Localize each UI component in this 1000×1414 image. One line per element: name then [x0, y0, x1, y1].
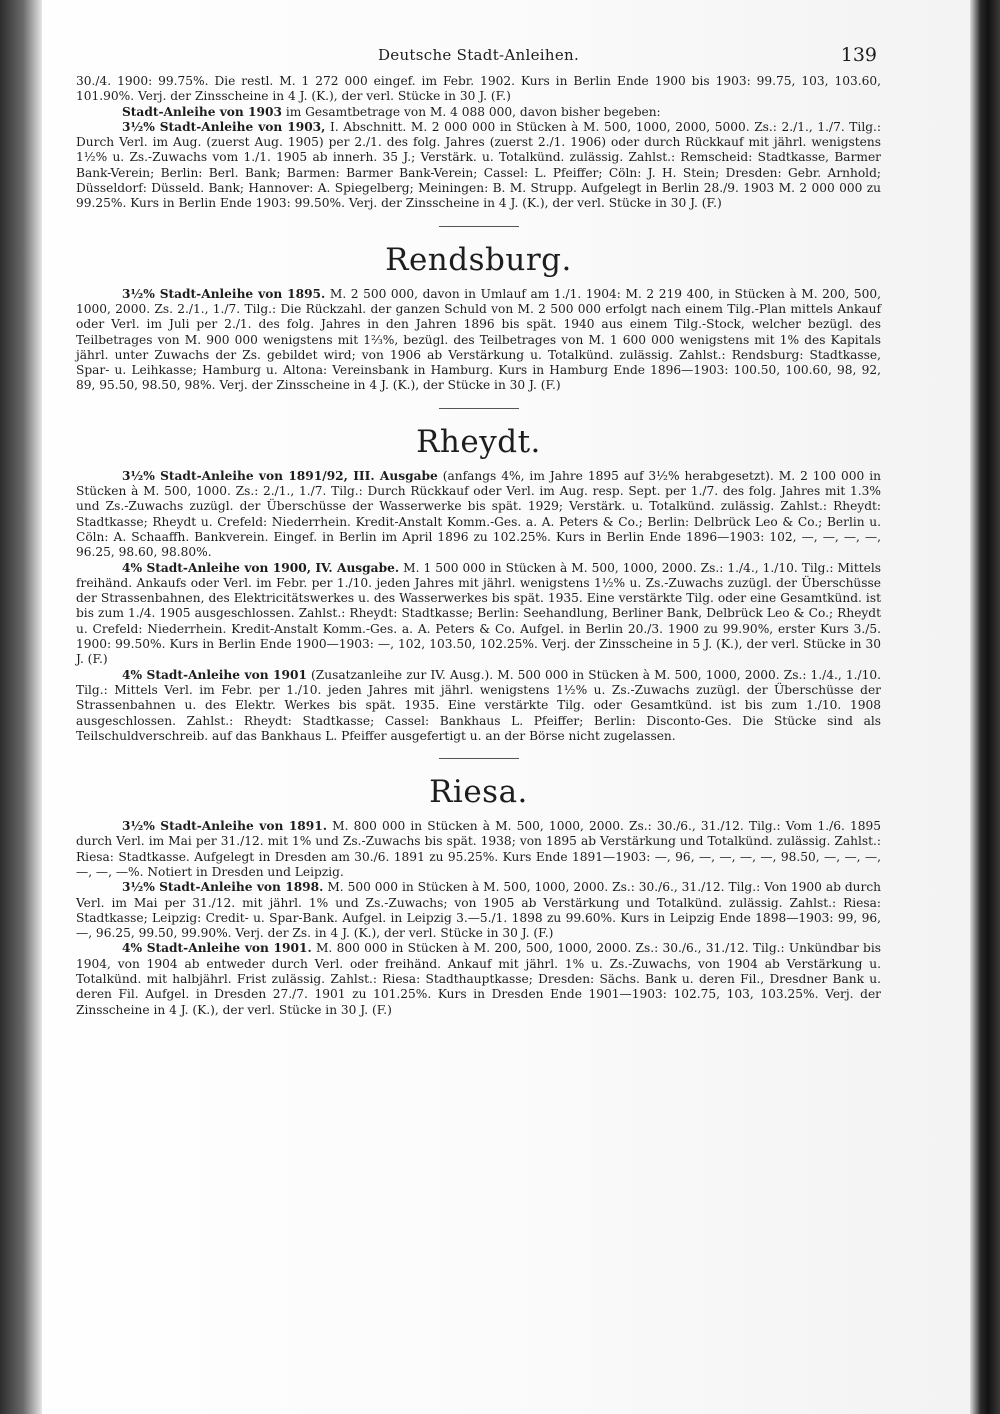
- section-divider: [439, 408, 519, 409]
- entry-title: 4% Stadt-Anleihe von 1901.: [122, 941, 312, 956]
- page-edge-shadow: [970, 0, 1000, 1414]
- entry-title: 4% Stadt-Anleihe von 1900, IV. Ausgabe.: [122, 560, 400, 575]
- entry-text: M. 1 500 000 in Stücken à M. 500, 1000, 2000. Zs.: 1./4., 1./10. Tilg.: Mittels freihänd. Ankaufs oder Verl. im Febr. per 1./10. jeden Jahres mit jährl. wenigstens 1½% u. Zs.-Zuwachs zuzügl. der Überschüsse der Strassenbahnen, des Elektricitätswerkes u. des Wasserwerkes bis spät. 1935. Eine verstärkte Tilg. oder eine Gesamtkünd. ist bis zum 1./4. 1905 ausgeschlossen. Zahlst.: Rheydt: Stadtkasse; Berlin: Seehandlung, Berliner Bank, Delbrück Leo & Co.; Rheydt u. Crefeld: Niederrhein. Kredit-Anstalt Komm.-Ges. a. A. Peters & Co. Aufgel. in Berlin 20./3. 1900 zu 99.90%, erster Kurs 3./5. 1900: 99.50%. Kurs in Berlin Ende 1900—1903: —, 102, 103.50, 102.25%. Verj. der Zinsscheine in 5 J. (K.), der verl. Stücke in 30 J. (F.): [76, 560, 881, 667]
- rheydt-loan-1900: [76, 561, 881, 668]
- rheydt-loan-1901: [76, 668, 881, 744]
- binding-shadow: [0, 0, 42, 1414]
- entry-text: M. 500 000 in Stücken à M. 500, 1000, 2000. Zs.: 30./6., 31./12. Tilg.: Von 1900 ab durch Verl. im Mai per 31./12. mit jährl. 1% und Zs.-Zuwachs; von 1905 ab Verstärkung und Totalkünd. zulässig. Zahlst.: Riesa: Stadtkasse; Leipzig: Credit- u. Spar-Bank. Aufgel. in Leipzig 3.—5./1. 1898 zu 99.60%. Kurs in Leipzig Ende 1898—1903: 99, 96, —, 96.25, 99.50, 99.90%. Verj. der Zs. in 4 J. (K.), der verl. Stücke in 30 J. (F.): [76, 880, 882, 941]
- entry-title: 4% Stadt-Anleihe von 1901: [122, 667, 307, 682]
- section-divider: [439, 758, 519, 759]
- entry-title: 3½% Stadt-Anleihe von 1898.: [122, 880, 324, 895]
- rheydt-loan-1891-92: [76, 469, 881, 561]
- loan-1903-section-i-entry: [76, 120, 881, 212]
- page-number: 139: [840, 44, 877, 66]
- intro-continuation: 30./4. 1900: 99.75%. Die restl. M. 1 272 000 eingef. im Febr. 1902. Kurs in Berlin Ende 1900 bis 1903: 99.75, 103, 103.60, 101.90%. Verj. der Zinsscheine in 4 J. (K.), der verl. Stücke in 30 J. (F.): [76, 74, 881, 104]
- loan-1903-entry: [76, 105, 881, 120]
- entry-text: M. 800 000 in Stücken à M. 200, 500, 1000, 2000. Zs.: 30./6., 31./12. Tilg.: Unkündbar bis 1904, von 1904 ab entweder durch Verl. oder freihänd. Ankauf mit jährl. 1% u. Zs.-Zuwachs, von 1904 ab Verstärkung u. Totalkünd. mit halbjährl. Frist zulässig. Zahlst.: Riesa: Stadthauptkasse; Dresden: Sächs. Bank u. deren Fil., Dresdner Bank u. deren Fil. Aufgel. in Dresden 27./7. 1901 zu 101.25%. Kurs in Dresden Ende 1901—1903: 102.75, 103, 103.25%. Verj. der Zinsscheine in 4 J. (K.), der verl. Stücke in 30 J. (F.): [76, 941, 881, 1017]
- town-heading-rendsburg: Rendsburg.: [385, 241, 572, 278]
- town-heading-rheydt: Rheydt.: [416, 423, 541, 460]
- riesa-loan-1898: [76, 880, 881, 941]
- entry-text: (anfangs 4%, im Jahre 1895 auf 3½% herabgesetzt). M. 2 100 000 in Stücken à M. 500, 1000. Zs.: 2./1., 1./7. Tilg.: Durch Rückkauf oder Verl. im Aug. resp. Sept. per 1./7. des folg. Jahres mit 1.3% und Zs.-Zuwachs zuzügl. der Überschüsse der Wasserwerke bis spät. 1929; Verstärk. u. Totalkünd. zulässig. Zahlst.: Rheydt: Stadtkasse; Rheydt u. Crefeld: Niederrhein. Kredit-Anstalt Komm.-Ges. a. A. Peters & Co.; Berlin: Delbrück Leo & Co.; Berlin u. Cöln: A. Schaaffh. Bankverein. Eingef. in Berlin im April 1896 zu 102.25%. Kurs in Berlin Ende 1896—1903: 102, —, —, —, —, 96.25, 98.60, 98.80%.: [76, 468, 881, 560]
- entry-text: (Zusatzanleihe zur IV. Ausg.). M. 500 000 in Stücken à M. 500, 1000, 2000. Zs.: 1./4., 1./10. Tilg.: Mittels Verl. im Febr. per 1./10. jeden Jahres mit jährl. wenigstens 1½% u. Zs.-Zuwachs zuzügl. der Überschüsse der Strassenbahnen u. des Elektr. Werkes bis spät. 1935. Eine verstärkte Tilg. oder Gesamtkünd. ist bis zum 1./10. 1908 ausgeschlossen. Zahlst.: Rheydt: Stadtkasse; Cassel: Bankhaus L. Pfeiffer; Berlin: Disconto-Ges. Die Stücke sind als Teilschuldverschreib. auf das Bankhaus L. Pfeiffer ausgefertigt u. an der Börse nicht zugelassen.: [76, 667, 881, 743]
- entry-text: M. 800 000 in Stücken à M. 500, 1000, 2000. Zs.: 30./6., 31./12. Tilg.: Vom 1./6. 1895 durch Verl. im Mai per 31./12. mit 1% und Zs.-Zuwachs bis spät. 1938; von 1895 ab Verstärkung und Totalkünd. zulässig. Zahlst.: Riesa: Stadtkasse. Aufgelegt in Dresden am 30./6. 1891 zu 95.25%. Kurs Ende 1891—1903: —, 96, —, —, —, —, 98.50, —, —, —, —, —, —%. Notiert in Dresden und Leipzig.: [76, 819, 881, 879]
- riesa-loan-1891: [76, 819, 881, 880]
- entry-title: 3½% Stadt-Anleihe von 1895.: [122, 286, 326, 301]
- loan-1903-section-i-title: 3½% Stadt-Anleihe von 1903,: [122, 119, 326, 134]
- loan-1903-title: Stadt-Anleihe von 1903: [122, 104, 282, 119]
- running-title: Deutsche Stadt-Anleihen.: [377, 46, 580, 64]
- section-divider: [439, 226, 519, 227]
- town-heading-riesa: Riesa.: [429, 774, 528, 811]
- loan-1903-text: im Gesamtbetrage von M. 4 088 000, davon bisher begeben:: [281, 104, 661, 119]
- loan-1903-section-i-text: I. Abschnitt. M. 2 000 000 in Stücken à M. 500, 1000, 2000, 5000. Zs.: 2./1., 1./7. Tilg.: Durch Verl. im Aug. (zuerst Aug. 1905) per 2./1. des folg. Jahres (zuerst 2./1. 1906) oder durch Rückkauf mit jährl. wenigstens 1½% u. Zs.-Zuwachs vom 1./1. 1905 ab innerh. 35 J.; Verstärk. u. Totalkünd. zulässig. Zahlst.: Remscheid: Stadtkasse, Barmer Bank-Verein; Berlin: Berl. Bank; Barmen: Barmer Bank-Verein; Cassel: L. Pfeiffer; Cöln: J. H. Stein; Dresden: Gebr. Arnhold; Düsseldorf: Düsseld. Bank; Hannover: A. Spiegelberg; Meiningen: B. M. Strupp. Aufgelegt in Berlin 28./9. 1903 M. 2 000 000 zu 99.25%. Kurs in Berlin Ende 1903: 99.50%. Verj. der Zinsscheine in 4 J. (K.), der verl. Stücke in 30 J. (F.): [76, 119, 882, 211]
- entry-title: 3½% Stadt-Anleihe von 1891/92, III. Ausgabe: [122, 468, 438, 483]
- entry-title: 3½% Stadt-Anleihe von 1891.: [122, 819, 327, 834]
- page-content: [76, 40, 881, 1018]
- entry-text: M. 2 500 000, davon in Umlauf am 1./1. 1904: M. 2 219 400, in Stücken à M. 200, 500, 1000, 2000. Zs. 2./1., 1./7. Tilg.: Die Rückzahl. der ganzen Schuld von M. 2 500 000 erfolgt nach einem Tilg.-Plan mittels Ankauf oder Verl. im Juli per 2./1. des folg. Jahres in den Jahren 1896 bis spät. 1940 aus einem Tilg.-Stock, welcher bezügl. des Teilbetrages von M. 900 000 wenigstens mit 1⅔%, bezügl. des Teilbetrages von M. 1 600 000 wenigstens mit 1% des Kapitals jährl. unter Zuwachs der Zs. gebildet wird; von 1906 ab Verstärkung u. Totalkünd. zulässig. Zahlst.: Rendsburg: Stadtkasse, Spar- u. Leihkasse; Hamburg u. Altona: Vereinsbank in Hamburg. Kurs in Hamburg Ende 1896—1903: 100.50, 100.60, 98, 92, 89, 95.50, 98.50, 98%. Verj. der Zinsscheine in 4 J. (K.), der Stücke in 30 J. (F.): [76, 286, 882, 393]
- riesa-loan-1901: [76, 941, 881, 1017]
- rendsburg-loan-1895: [76, 287, 881, 394]
- running-head: [76, 40, 881, 74]
